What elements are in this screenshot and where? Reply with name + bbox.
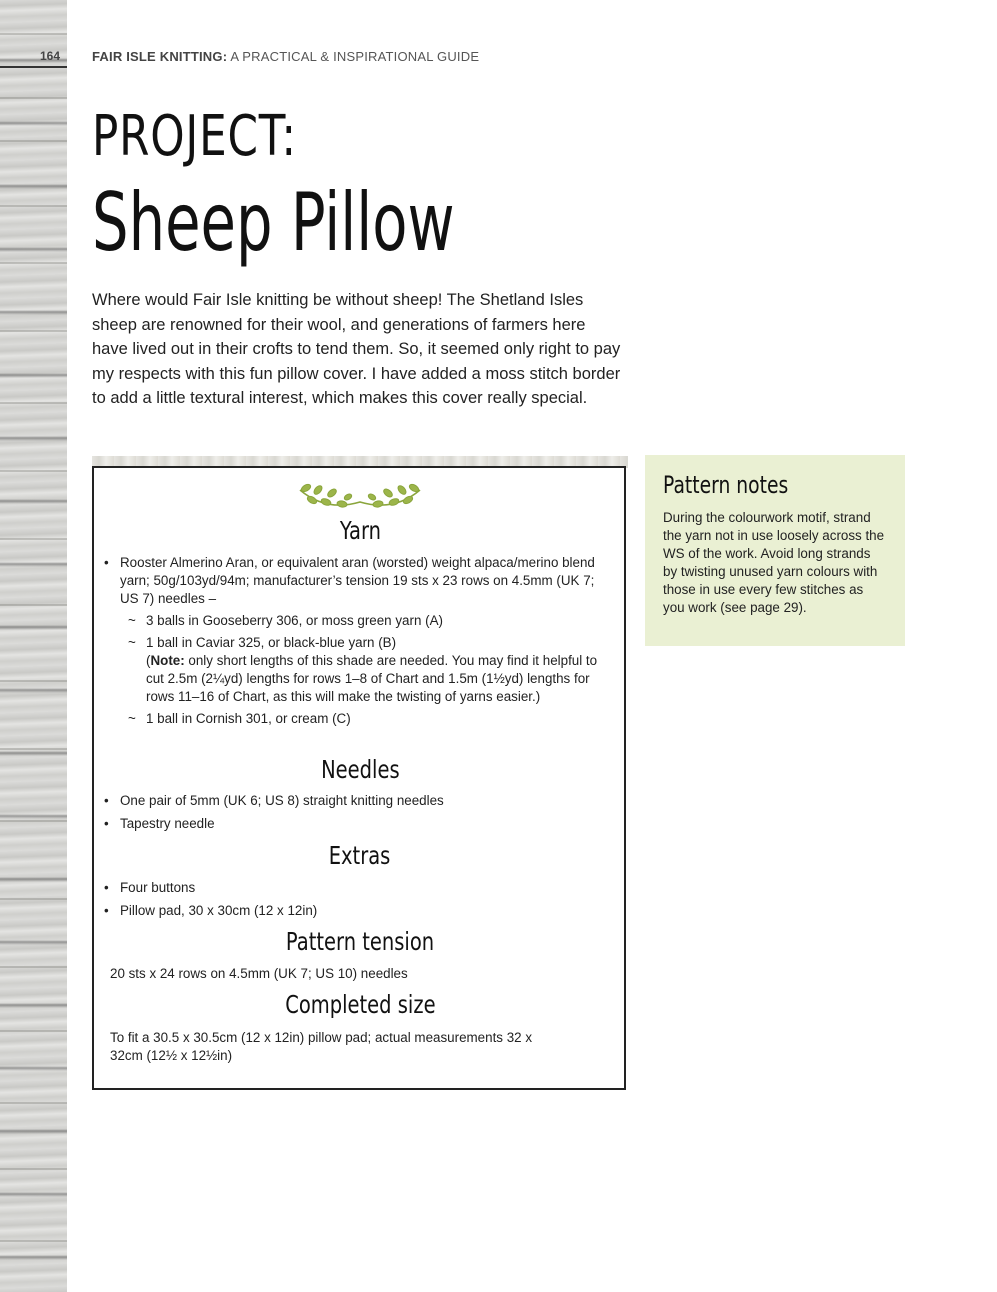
tilde-icon: ~ (128, 613, 136, 628)
list-item: • Pillow pad, 30 x 30cm (12 x 12in) (104, 903, 318, 918)
bullet-icon: • (104, 880, 109, 895)
header-rule (0, 66, 67, 68)
pattern-notes-box (645, 455, 905, 646)
bullet-icon: • (104, 793, 109, 808)
list-item: • Tapestry needle (104, 816, 215, 831)
list-item: • One pair of 5mm (UK 6; US 8) straight knitting needles (104, 793, 444, 808)
tilde-icon: ~ (128, 711, 136, 726)
yarn-list (104, 554, 604, 728)
bullet-icon: • (104, 903, 109, 918)
yarn-sublist (104, 612, 604, 728)
project-title: Sheep Pillow (92, 176, 455, 269)
needles-heading: Needles (320, 755, 400, 784)
extras-list (104, 879, 604, 920)
list-item (104, 554, 604, 728)
list-item: ~ 1 ball in Caviar 325, or black-blue yarn (B) (Note: only short lengths of this shade are needed. You may find it helpful to cut 2.5m (2¼yd) lengths for rows 1–8 of Chart and 1.5m (1½yd) lengths for rows 11–16 of Chart, as this will make the twisting of yarns easier.) (128, 635, 598, 704)
pattern-notes-text: During the colourwork motif, strand the yarn not in use loosely across the WS of the work. Avoid long strands by twisting unused yarn colours with those in use every few stitches as you work (see page 29). (663, 510, 885, 615)
page-number: 164 (40, 49, 61, 63)
yarn-heading: Yarn (339, 516, 381, 545)
extras-heading: Extras (329, 841, 391, 870)
size-heading: Completed size (284, 990, 436, 1019)
pattern-notes-title: Pattern notes (663, 471, 789, 499)
wood-texture-strip (0, 0, 67, 1292)
list-item: ~ 3 balls in Gooseberry 306, or moss green yarn (A) (128, 613, 443, 628)
note-text: only short lengths of this shade are needed. You may find it helpful to cut 2.5m (2¼yd) lengths for rows 1–8 of Chart and 1.5m (1½yd) lengths for rows 11–16 of Chart, as this will make the twisting of yarns easier.) (146, 653, 598, 704)
book-title-rest: A PRACTICAL & INSPIRATIONAL GUIDE (227, 49, 480, 64)
needles-list (104, 792, 604, 833)
tension-heading: Pattern tension (285, 927, 435, 956)
tension-text: 20 sts x 24 rows on 4.5mm (UK 7; US 10) needles (110, 966, 408, 981)
list-item: • Four buttons (104, 880, 196, 895)
intro-paragraph: Where would Fair Isle knitting be without sheep! The Shetland Isles sheep are renowned for their wool, and generations of farmers here have lived out in their crofts to tend them. So, it seemed only right to pay my respects with this fun pillow cover. I have added a moss stitch border to add a little textural interest, which makes this cover really special. (92, 291, 621, 408)
project-label: PROJECT: (92, 104, 297, 169)
bullet-icon: • (104, 816, 109, 831)
book-title-bold: FAIR ISLE KNITTING: (92, 49, 228, 64)
list-item: ~ 1 ball in Cornish 301, or cream (C) (128, 711, 351, 726)
tilde-icon: ~ (128, 635, 136, 650)
bullet-icon: • (104, 555, 109, 570)
size-text: To fit a 30.5 x 30.5cm (12 x 12in) pillow pad; actual measurements 32 x 32cm (12½ x 12½in) (110, 1030, 533, 1063)
note-label: Note: (150, 653, 185, 668)
leaf-garland-icon (296, 478, 424, 514)
yarn-main-text: Rooster Almerino Aran, or equivalent aran (worsted) weight alpaca/merino blend yarn; 50g/103yd/94m; manufacturer’s tension 19 sts x 23 rows on 4.5mm (UK 7; US 7) needles – (120, 555, 595, 606)
running-head (92, 49, 479, 64)
